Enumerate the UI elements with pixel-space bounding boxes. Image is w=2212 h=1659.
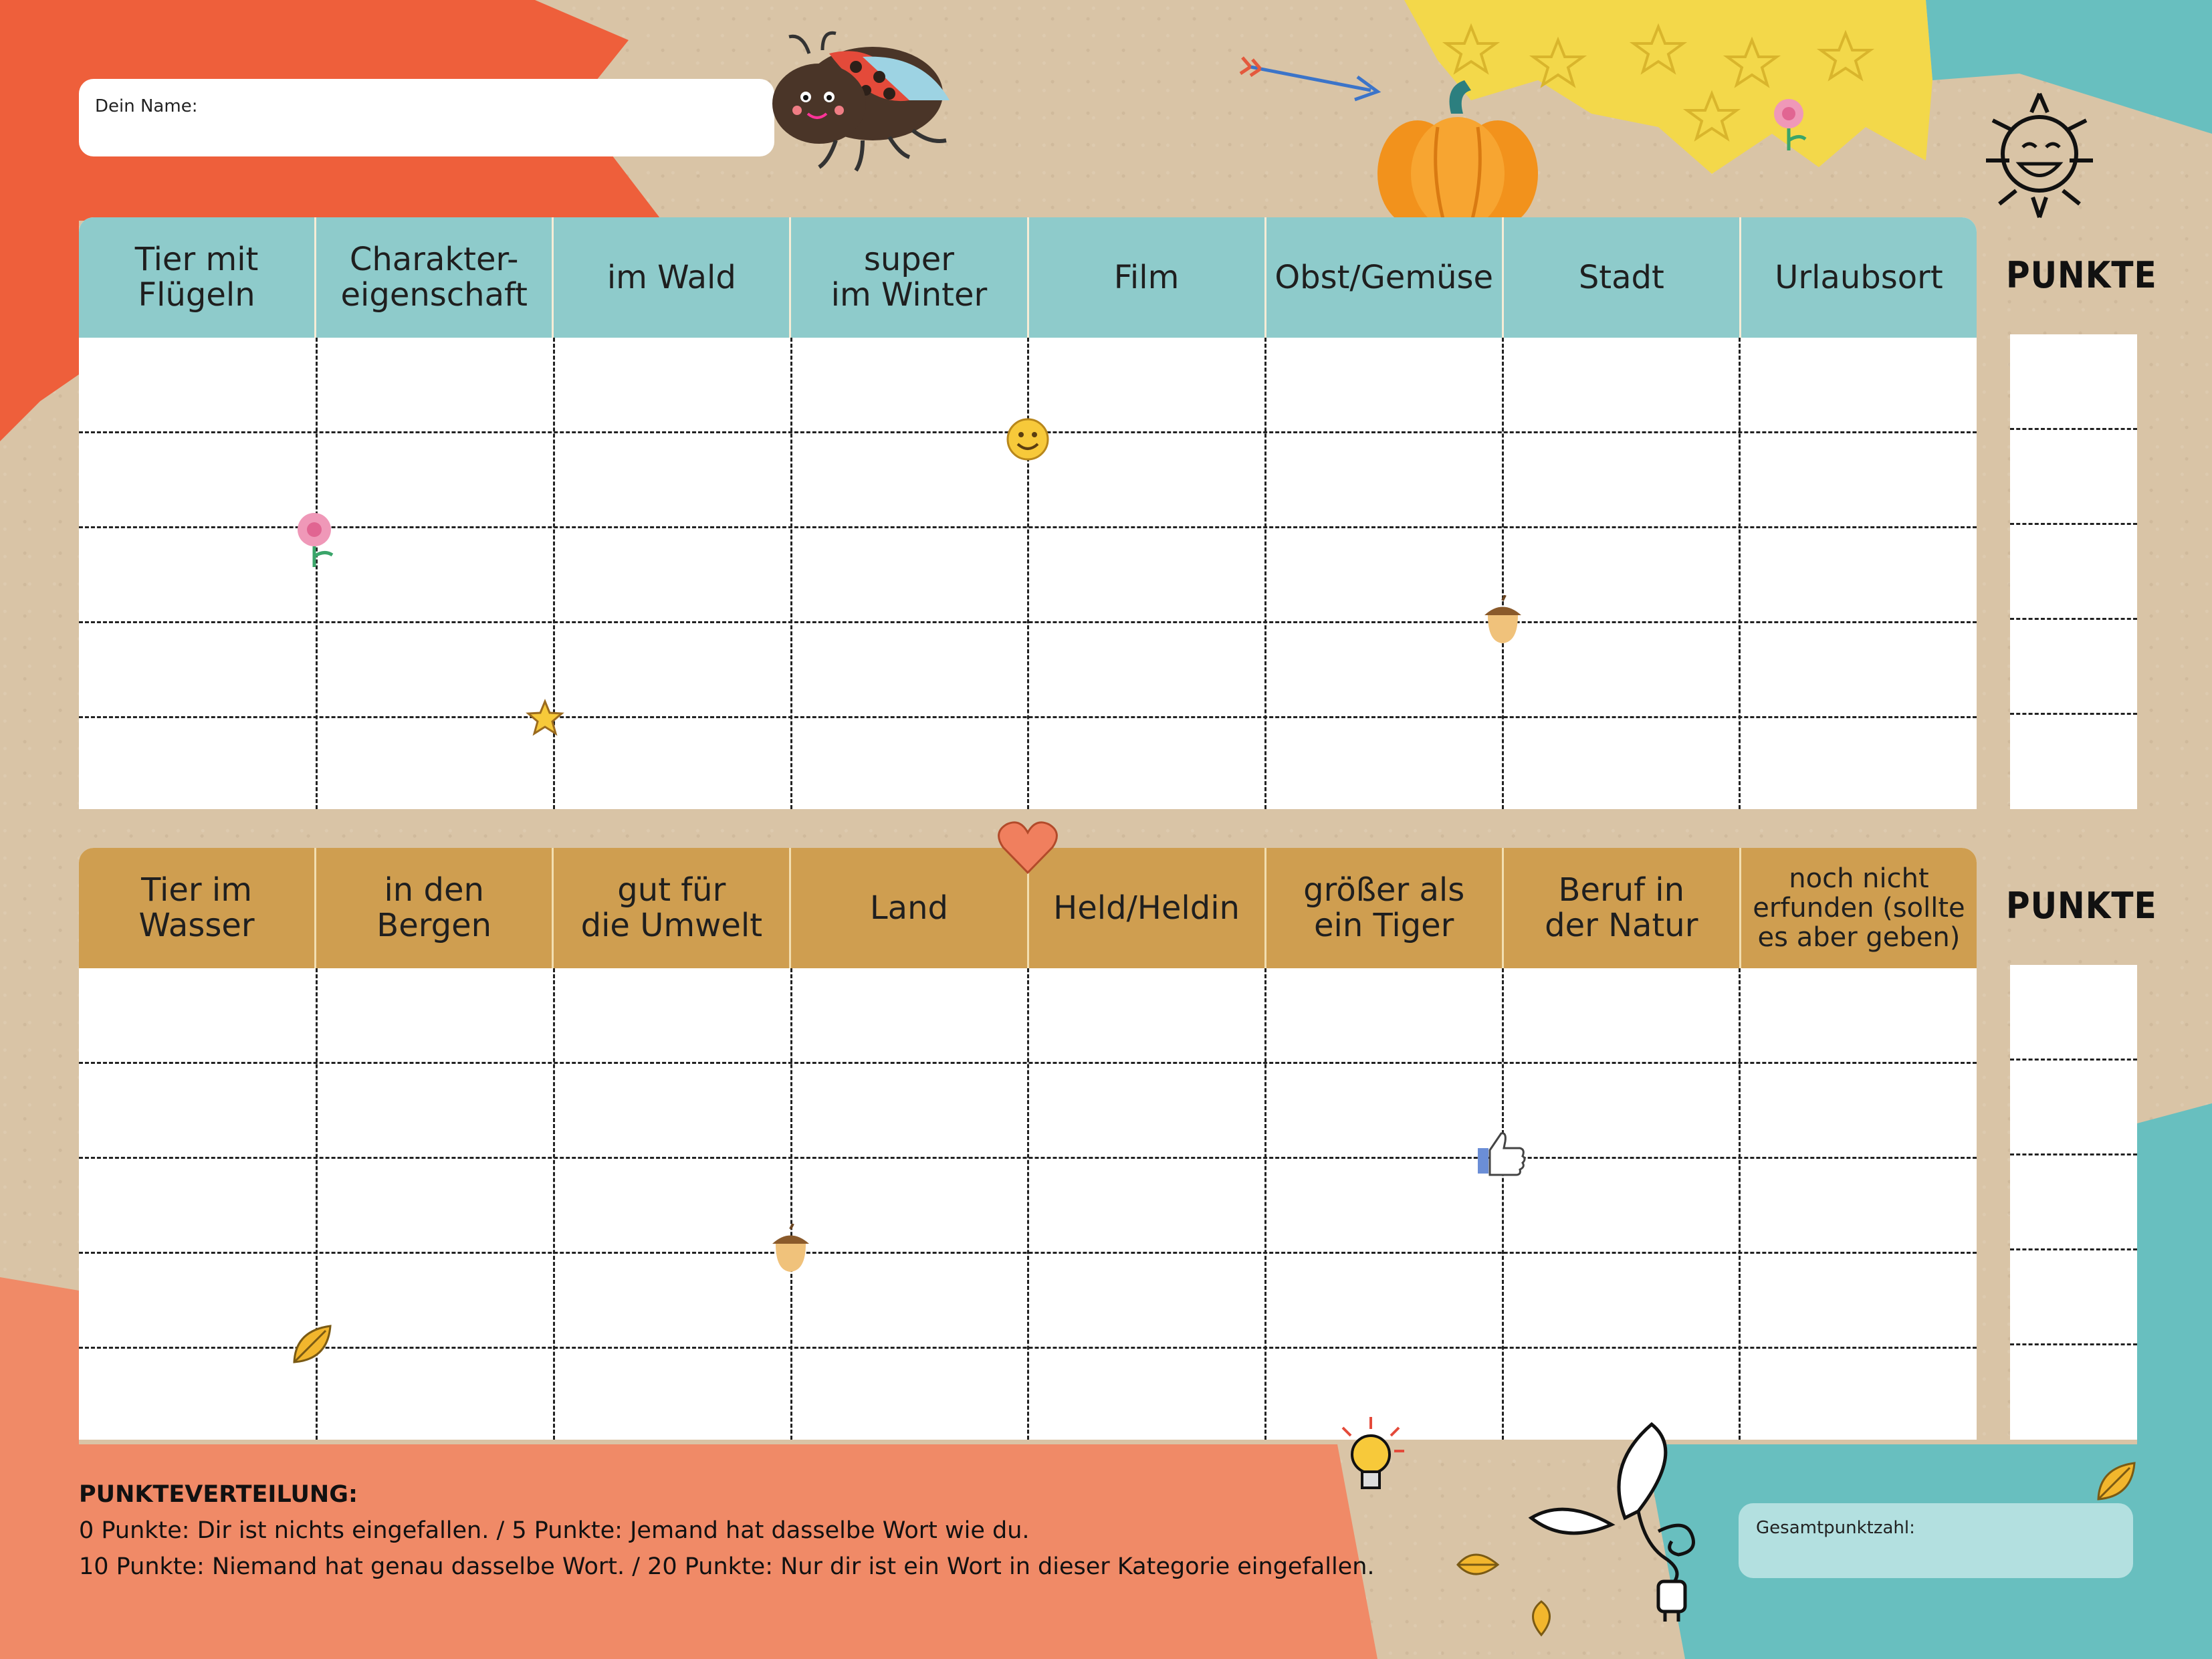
heart-icon <box>996 819 1060 876</box>
table-1-header-cell: im Wald <box>554 217 791 338</box>
scoring-title: PUNKTEVERTEILUNG: <box>79 1481 358 1508</box>
pumpkin-icon <box>1371 74 1545 234</box>
leaf-icon <box>289 1321 336 1367</box>
scoring-line: 10 Punkte: Niemand hat genau dasselbe Wort. / 20 Punkte: Nur dir ist ein Wort in dieser Kategorie eingefallen. <box>79 1553 1375 1580</box>
table-1-header-cell: Stadt <box>1504 217 1741 338</box>
name-field-label: Dein Name: <box>95 96 198 116</box>
table-2-header-cell: Tier im Wasser <box>79 848 316 968</box>
smiling-sun-icon <box>1973 80 2106 227</box>
grid-line <box>1264 338 1266 809</box>
total-points-field[interactable] <box>1739 1503 2133 1578</box>
points-column-1[interactable] <box>2010 334 2137 809</box>
grid-line <box>316 338 318 809</box>
category-table-1 <box>79 217 1977 809</box>
grid-line <box>2010 713 2137 715</box>
grid-line <box>1264 968 1266 1440</box>
scoring-line: 0 Punkte: Dir ist nichts eingefallen. / 5 Punkte: Jemand hat dasselbe Wort wie du. <box>79 1517 1030 1544</box>
grid-line <box>790 968 792 1440</box>
table-2-answer-grid[interactable] <box>79 968 1977 1440</box>
table-2-header-cell: noch nicht erfunden (sollte es aber geben) <box>1753 863 1965 953</box>
acorn-icon <box>1478 595 1528 645</box>
grid-line <box>316 968 318 1440</box>
acorn-icon <box>766 1224 816 1274</box>
grid-line <box>2010 523 2137 525</box>
points-heading-2: PUNKTE <box>2006 885 2157 927</box>
grid-line <box>2010 1153 2137 1155</box>
grid-line <box>2010 428 2137 430</box>
table-1-header-cell: Film <box>1029 217 1266 338</box>
points-column-2[interactable] <box>2010 965 2137 1440</box>
grid-line <box>1739 338 1741 809</box>
grid-line <box>1502 968 1504 1440</box>
table-1-header-cell: Urlaubsort <box>1775 258 1943 296</box>
table-1-header-cell: super im Winter <box>791 217 1028 338</box>
thumbs-up-icon <box>1474 1127 1528 1180</box>
table-1-header-cell: Tier mit Flügeln <box>79 217 316 338</box>
table-1-header-cell: Obst/Gemüse <box>1266 217 1504 338</box>
table-1-header <box>79 217 1977 338</box>
table-2-header-cell: größer als ein Tiger <box>1266 848 1504 968</box>
total-points-label: Gesamtpunktzahl: <box>1756 1518 1915 1538</box>
table-2-header-cell: Beruf in der Natur <box>1504 848 1741 968</box>
name-field[interactable] <box>79 79 774 156</box>
grid-line <box>2010 1343 2137 1345</box>
arrow-icon <box>1237 50 1391 110</box>
leaf-icon <box>2093 1458 2140 1505</box>
table-1-header-cell: Charakter- eigenschaft <box>316 217 554 338</box>
leaf-icon <box>1521 1598 1561 1638</box>
grid-line <box>2010 618 2137 620</box>
star-icon <box>525 699 565 739</box>
grid-line <box>1502 338 1504 809</box>
table-1-answer-grid[interactable] <box>79 338 1977 809</box>
grid-line <box>553 968 555 1440</box>
grid-line <box>790 338 792 809</box>
smiley-icon <box>1004 416 1051 463</box>
grid-line <box>1027 968 1029 1440</box>
grid-line <box>1027 338 1029 809</box>
ladybug-icon <box>756 27 976 194</box>
grid-line <box>2010 1059 2137 1061</box>
flower-icon <box>291 508 338 568</box>
table-2-header-cell: in den Bergen <box>316 848 554 968</box>
points-heading-1: PUNKTE <box>2006 254 2157 296</box>
grid-line <box>2010 1248 2137 1250</box>
leaf-icon <box>1454 1545 1501 1585</box>
scoring-rules <box>79 1476 1375 1585</box>
flower-icon <box>1765 94 1812 154</box>
plant-plug-doodle-icon <box>1525 1411 1739 1625</box>
category-table-2 <box>79 848 1977 1440</box>
table-2-header-cell: Land <box>791 848 1028 968</box>
table-2-header-cell: gut für die Umwelt <box>554 848 791 968</box>
table-2-header-cell: Held/Heldin <box>1029 848 1266 968</box>
grid-line <box>1739 968 1741 1440</box>
